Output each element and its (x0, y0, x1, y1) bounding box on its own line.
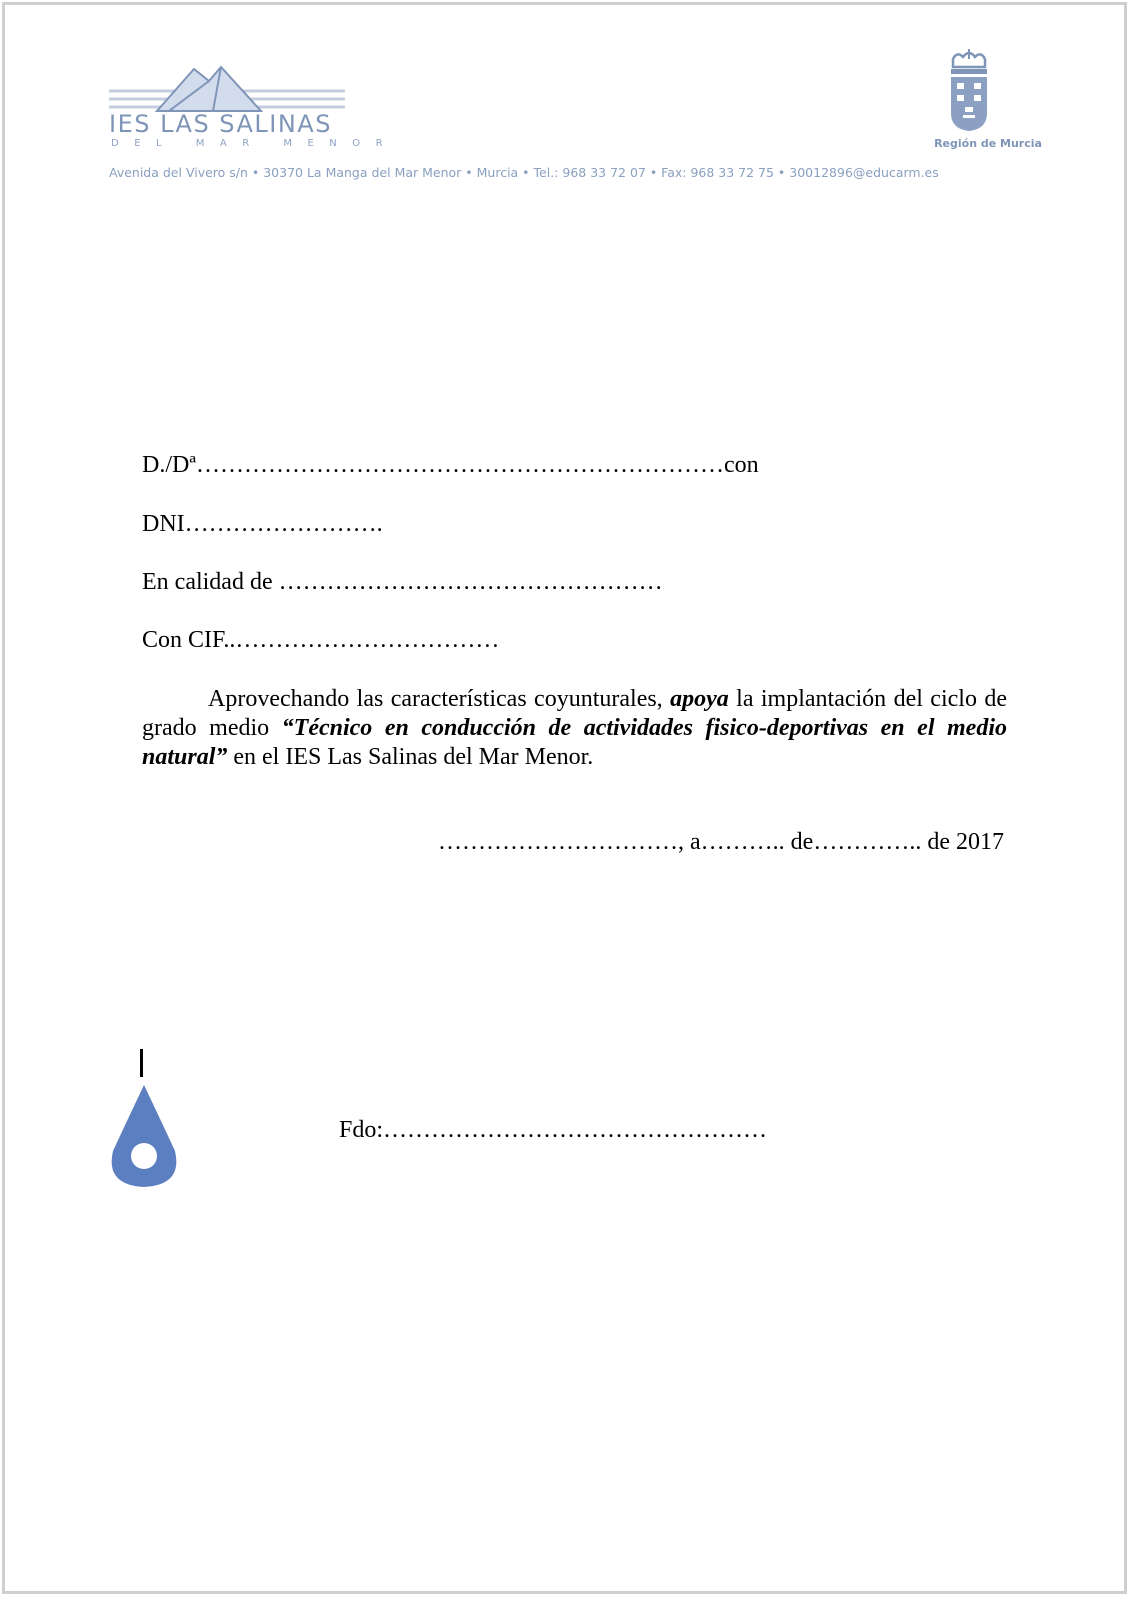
name-field-line: D./Dª…………………………………………………………con (142, 452, 759, 478)
date-line: …………………………, a……….. de………….. de 2017 (438, 829, 1004, 855)
dni-field-line: DNI……………………. (142, 511, 383, 537)
paragraph-middle: la implantación del ciclo de grado medio (142, 686, 1008, 741)
school-subtitle: DEL MAR MENOR (111, 138, 399, 149)
paragraph-end: en el IES Las Salinas del Mar Menor. (227, 744, 594, 770)
water-drop-icon (111, 1085, 177, 1187)
paragraph-start: Aprovechando las características coyunturales, (208, 686, 671, 712)
paragraph-emphasis-course: “Técnico en conducción de actividades fisico-deportivas en el medio natural” (142, 715, 1007, 770)
document-page (2, 2, 1127, 1594)
region-logo (933, 49, 1043, 154)
text-cursor (140, 1049, 143, 1077)
support-paragraph (142, 685, 1007, 772)
signature-line: Fdo:………………………………………… (339, 1117, 768, 1143)
coat-of-arms-icon (947, 49, 991, 133)
school-name: IES LAS SALINAS (109, 110, 332, 138)
mountains-icon (109, 63, 345, 113)
role-field-line: En calidad de ………………………………………… (142, 569, 663, 595)
paragraph-emphasis-apoya: apoya (670, 686, 729, 712)
cif-field-line: Con CIF..…………………………… (142, 627, 500, 653)
region-label: Región de Murcia (934, 137, 1042, 150)
school-logo (109, 63, 399, 155)
address-line: Avenida del Vivero s/n • 30370 La Manga del Mar Menor • Murcia • Tel.: 968 33 72 07 • Fax: 968 33 72 75 • 30012896@educarm.es (109, 165, 939, 180)
